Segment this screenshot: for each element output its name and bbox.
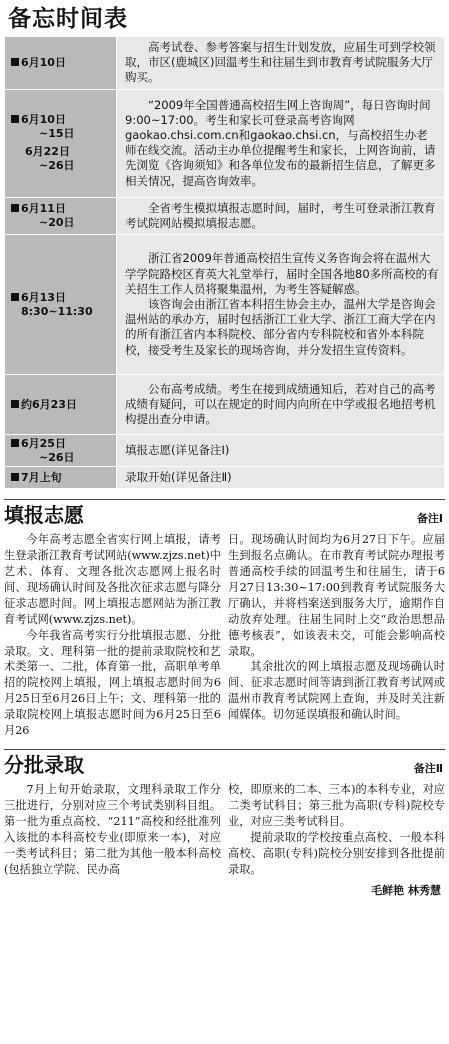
paragraph: 今年高考志愿全省实行网上填报，请考生登录浙江教育考试网站(www.zjzs.net)中艺术、体育、文理各批次志愿网上报名时间、现场确认时间及各批次征求志愿与降分征求志愿时间。网上填报志愿网站为浙江教育考试网(www.zjzs.net)。: [4, 533, 221, 626]
schedule-date: 7月上旬: [5, 467, 117, 489]
schedule-row: [5, 375, 445, 435]
bullet-square-icon: [11, 473, 19, 481]
schedule-date: 6月11日 ~20日: [5, 197, 117, 234]
bullet-square-icon: [11, 439, 19, 447]
section-title: 分批录取: [4, 753, 84, 777]
schedule-text: 浙江省2009年普通高校招生宣传义务咨询会将在温州大学学院路校区育英大礼堂举行，届时全国各地80多所高校的有关招生工作人员将聚集温州，为考生答疑解惑。 该咨询会由浙江省本科招生协会主办，温州大学是咨询会温州站的承办方，届时包括浙江工业大学、浙江工商大学在内的所有浙江省内本科院校、部分省内专科院校和省外本科院校，接受考生及家长的现场咨询，并分发招生宣传资料。: [117, 235, 445, 375]
schedule-date: 6月10日 ~15日 6月22日 ~26日: [5, 89, 117, 197]
section-batch-admission: [4, 749, 445, 898]
section-title: 填报志愿: [4, 503, 84, 528]
schedule-text: 填报志愿(详见备注Ⅰ): [117, 435, 445, 467]
schedule-row: [5, 235, 445, 375]
section-fill-application: [4, 499, 445, 739]
schedule-row: [5, 37, 445, 90]
schedule-row: [5, 435, 445, 467]
schedule-row: [5, 197, 445, 234]
schedule-text: 公布高考成绩。考生在接到成绩通知后，若对自己的高考成绩有疑问，可以在规定的时间内向所在中学或报名地招考机构提出查分申请。: [117, 375, 445, 435]
bullet-square-icon: [11, 204, 19, 212]
bullet-square-icon: [11, 115, 19, 123]
page-title: 备忘时间表: [8, 6, 128, 32]
schedule-date: 6月13日 8:30~11:30: [5, 235, 117, 375]
schedule-row: [5, 89, 445, 197]
article-columns: [4, 532, 445, 739]
schedule-table: [4, 36, 445, 489]
bullet-square-icon: [11, 293, 19, 301]
schedule-text: “2009年全国普通高校招生网上咨询周”，每日咨询时间9:00~17:00。考生和家长可登录高考咨询网gaokao.chsi.com.cn和gaokao.chsi.cn，与高校招生办老师在线交流。活动主办单位提醒考生和家长，上网咨询前，请先浏览《咨询须知》和各单位发布的最新招生信息，了解更多相关情况，提高咨询效率。: [117, 89, 445, 197]
schedule-date: 约6月23日: [5, 375, 117, 435]
paragraph: 其余批次的网上填报志愿及现场确认时间、征求志愿时间等请到浙江教育考试网或温州市教育考试院网上查询，并及时关注新闻媒体。切勿延误填报和确认时间。: [228, 660, 445, 722]
article-column-right: [228, 532, 445, 739]
schedule-text: 全省考生模拟填报志愿时间，届时，考生可登录浙江教育考试院网站模拟填报志愿。: [117, 197, 445, 234]
section-note: 备注Ⅱ: [413, 762, 443, 775]
paragraph: 7月上旬开始录取，文理科录取工作分三批进行，分别对应三个考试类别科目组。第一批为重点高校、“211”高校和经批准列入该批的本科高校专业(即原来一本)，对应一类考试科目；第二批为其他一般本科高校(包括独立学院、民办高: [4, 783, 221, 876]
section-note: 备注Ⅰ: [416, 512, 443, 526]
author-byline: 毛鲜艳 林秀慧: [371, 884, 441, 898]
memo-page: [4, 4, 445, 898]
schedule-date: 6月25日 ~26日: [5, 435, 117, 467]
bullet-square-icon: [11, 58, 19, 66]
schedule-text: 录取开始(详见备注Ⅱ): [117, 467, 445, 489]
paragraph: 校，即原来的二本、三本)的本科专业，对应二类考试科目；第三批为高职(专科)院校专业，对应三类考试科目。: [228, 783, 445, 828]
paragraph: 日。现场确认时间均为6月27日下午。应届生到报名点确认。在市教育考试院办理报考普通高校手续的回温考生和往届生，请于6月27日13:30~17:00到教育考试院服务大厅确认，并将档案送到服务大厅，逾期作自动放弃处理。往届生同时上交“政治思想品德考核表”，如该表未交，可能会影响高校录取。: [228, 533, 445, 658]
schedule-row: [5, 467, 445, 489]
schedule-date: 6月10日: [5, 37, 117, 90]
paragraph: 提前录取的学校按重点高校、一般本科高校、高职(专科)院校分别安排到各批提前录取。: [228, 830, 445, 876]
bullet-square-icon: [11, 400, 19, 408]
article-columns: [4, 782, 445, 877]
article-column-left: [4, 782, 221, 877]
paragraph: 今年我省高考实行分批填报志愿、分批录取。文、理科第一批的提前录取院校和艺术类第一、二批，体育第一批，高职单考单招的院校网上填报，网上填报志愿时间为6月25日至6月26日上午；文、理科第一批的录取院校网上填报志愿时间为6月25日至6月26: [4, 628, 221, 738]
article-column-right: [228, 782, 445, 877]
article-column-left: [4, 532, 221, 739]
schedule-text: 高考试卷、参考答案与招生计划发放，应届生可到学校领取，市区(鹿城区)回温考生和往届生到市教育考试院服务大厅购买。: [117, 37, 445, 90]
